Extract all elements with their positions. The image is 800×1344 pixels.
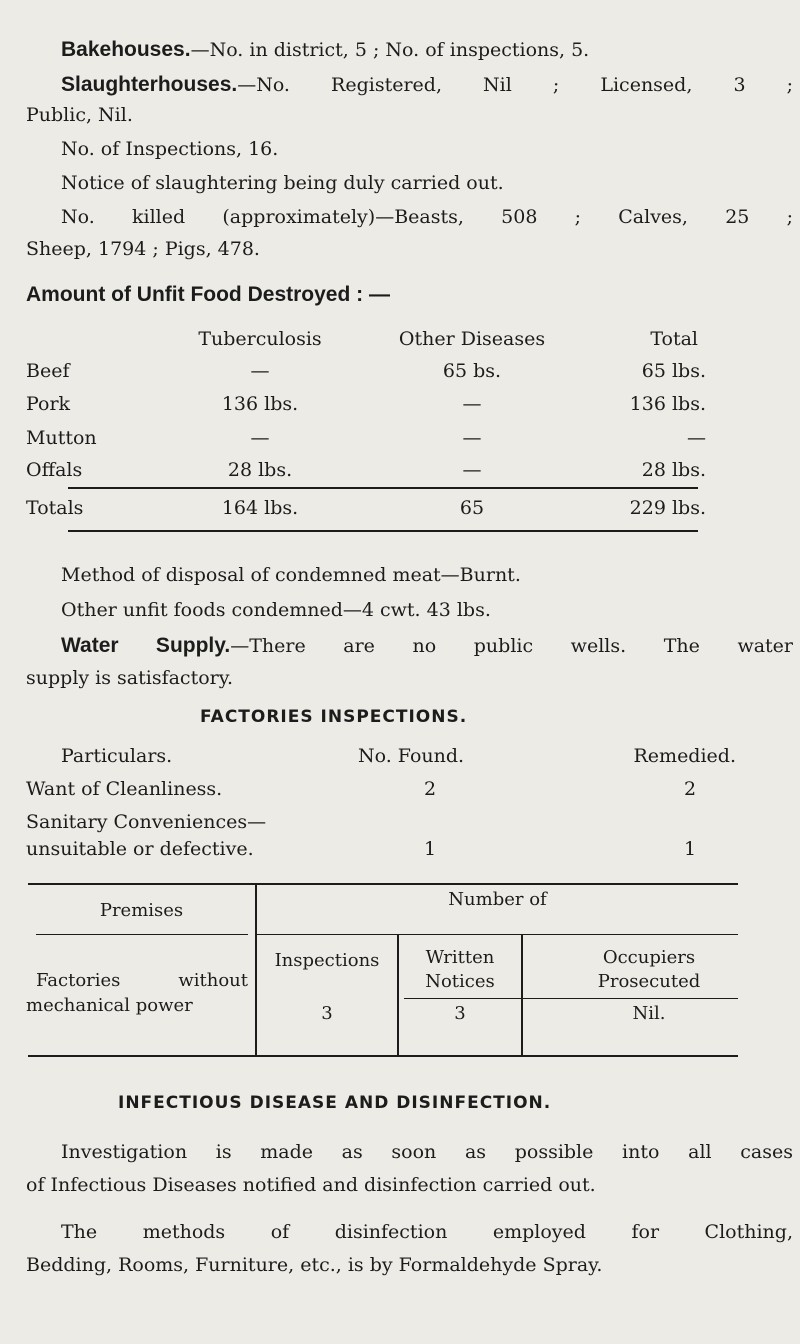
unfit-totals-other: 65 <box>459 497 485 519</box>
infectious-heading: INFECTIOUS DISEASE AND DISINFECTION. <box>118 1093 552 1113</box>
premises-row-label-line1: Factories without <box>36 970 248 991</box>
unfit-col-other: Other Diseases <box>398 328 546 350</box>
bakehouses-heading: Bakehouses. <box>61 38 191 61</box>
unfit-row-label: Offals <box>26 459 83 481</box>
unfit-col-total: Total <box>650 328 698 350</box>
premises-row-label-line2: mechanical power <box>26 995 193 1016</box>
bakehouses-text: —No. in district, 5 ; No. of inspections, 5. <box>190 39 590 61</box>
factories-row-remedied: 2 <box>683 778 697 800</box>
premises-table-header-rule <box>404 998 738 999</box>
slaughterhouses-inspections: No. of Inspections, 16. <box>61 138 279 160</box>
bakehouses-line <box>61 38 589 62</box>
premises-table-label-rule <box>36 934 248 935</box>
unfit-row-total: 65 lbs. <box>641 360 706 382</box>
unfit-row-tuberculosis: 136 lbs. <box>221 393 299 415</box>
infectious-para1-line1: Investigation is made as soon as possible into all cases <box>61 1141 793 1163</box>
disposal-other: Other unfit foods condemned—4 cwt. 43 lbs. <box>61 599 491 621</box>
factories-row-found: 2 <box>423 778 437 800</box>
slaughterhouses-killed-line1: No. killed (approximately)—Beasts, 508 ; Calves, 25 ; <box>61 206 793 228</box>
water-line1-rest: —There are no public wells. The water <box>230 635 793 657</box>
factories-col-remedied: Remedied. <box>633 745 736 767</box>
premises-table-number-rule <box>257 934 738 935</box>
unfit-totals-top-rule <box>68 487 698 489</box>
factories-row-found: 1 <box>423 838 437 860</box>
factories-heading: FACTORIES INSPECTIONS. <box>200 707 468 727</box>
factories-row-label: Want of Cleanliness. <box>26 778 223 800</box>
written-notices-header: Written Notices <box>425 947 495 992</box>
unfit-row-other: 65 bs. <box>442 360 502 382</box>
unfit-totals-tuberculosis: 164 lbs. <box>221 497 299 519</box>
unfit-row-total: 28 lbs. <box>641 459 706 481</box>
slaughterhouses-line2: Public, Nil. <box>26 104 133 126</box>
unfit-totals-label: Totals <box>26 497 84 519</box>
unfit-row-label: Pork <box>26 393 71 415</box>
disposal-method: Method of disposal of condemned meat—Burnt. <box>61 564 521 586</box>
unfit-row-label: Mutton <box>26 427 97 449</box>
unfit-row-label: Beef <box>26 360 70 382</box>
unfit-row-other: — <box>462 427 482 449</box>
water-line2: supply is satisfactory. <box>26 667 233 689</box>
factories-col-particulars: Particulars. <box>61 745 173 767</box>
occupiers-prosecuted-header: Occupiers Prosecuted <box>597 947 701 992</box>
slaughterhouses-line1 <box>61 73 793 97</box>
factories-col-found: No. Found. <box>358 745 465 767</box>
premises-table-divider <box>521 935 523 1055</box>
water-heading: Water Supply. <box>61 634 231 657</box>
occupiers-prosecuted-value: Nil. <box>632 1003 666 1024</box>
unfit-row-tuberculosis: — <box>250 360 270 382</box>
water-line1 <box>61 634 793 658</box>
unfit-row-other: — <box>462 393 482 415</box>
slaughterhouses-notice: Notice of slaughtering being duly carried out. <box>61 172 504 194</box>
unfit-totals-bottom-rule <box>68 530 698 532</box>
slaughterhouses-killed-line2: Sheep, 1794 ; Pigs, 478. <box>26 238 260 260</box>
unfit-row-other: — <box>462 459 482 481</box>
factories-row-label: Sanitary Conveniences— <box>26 811 267 833</box>
slaughterhouses-heading: Slaughterhouses. <box>61 73 238 96</box>
unfit-row-total: — <box>687 427 706 449</box>
unfit-row-tuberculosis: — <box>250 427 270 449</box>
premises-table-top-rule <box>28 883 738 885</box>
unfit-row-total: 136 lbs. <box>629 393 706 415</box>
unfit-totals-total: 229 lbs. <box>629 497 706 519</box>
infectious-para1-line2: of Infectious Diseases notified and disinfection carried out. <box>26 1174 596 1196</box>
inspections-header: Inspections <box>274 950 380 971</box>
premises-table-bottom-rule <box>28 1055 738 1057</box>
infectious-para2-line2: Bedding, Rooms, Furniture, etc., is by Formaldehyde Spray. <box>26 1254 603 1276</box>
unfit-row-tuberculosis: 28 lbs. <box>227 459 293 481</box>
written-notices-value: 3 <box>454 1003 466 1024</box>
factories-row-remedied: 1 <box>683 838 697 860</box>
unfit-food-heading: Amount of Unfit Food Destroyed : — <box>26 283 390 306</box>
unfit-col-tuberculosis: Tuberculosis <box>198 328 322 350</box>
factories-row-label: unsuitable or defective. <box>26 838 254 860</box>
premises-header: Premises <box>99 900 184 921</box>
infectious-para2-line1: The methods of disinfection employed for Clothing, <box>61 1221 793 1243</box>
slaughterhouses-line1-rest: —No. Registered, Nil ; Licensed, 3 ; <box>237 74 793 96</box>
inspections-value: 3 <box>321 1003 333 1024</box>
number-of-header: Number of <box>448 889 547 910</box>
